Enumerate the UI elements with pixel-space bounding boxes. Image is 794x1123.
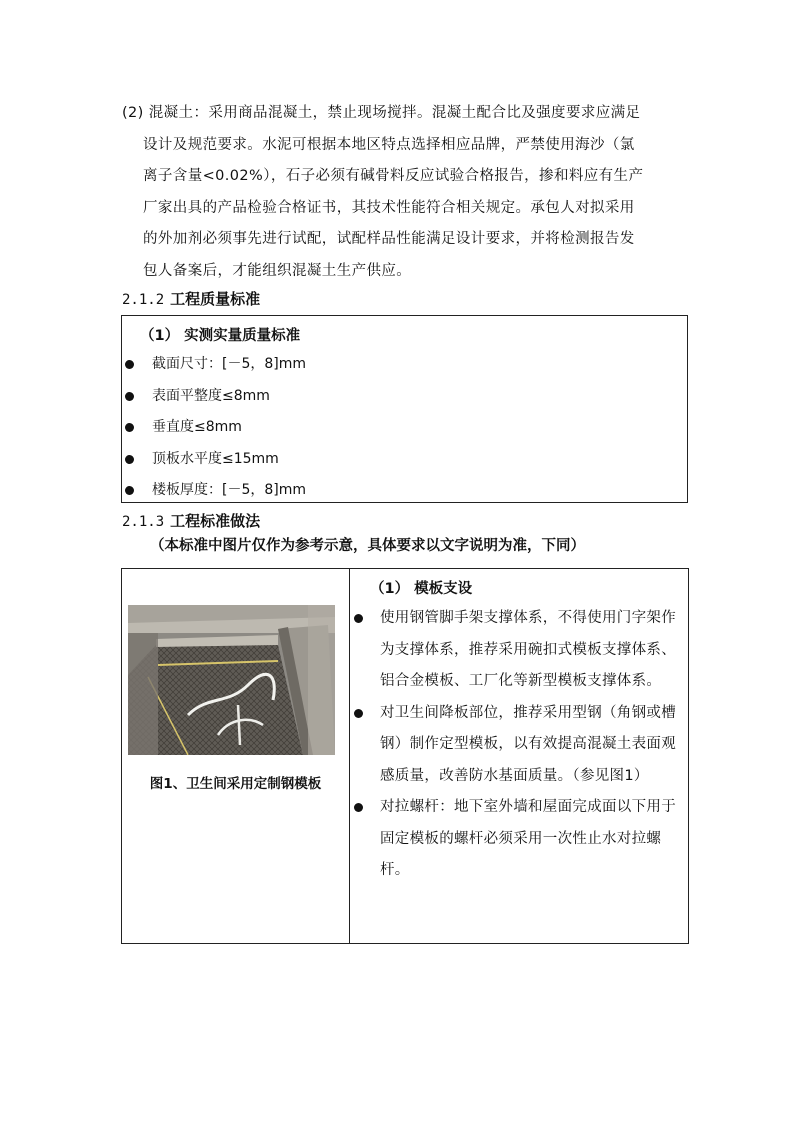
paragraph-line: 包人备案后，才能组织混凝土生产供应。 xyxy=(143,262,412,279)
photo-illustration xyxy=(128,605,335,755)
section-number: 2.1.2 xyxy=(122,292,165,308)
list-item-text: 对拉螺杆：地下室外墙和屋面完成面以下用于固定模板的螺杆必须采用一次性止水对拉螺杆。 xyxy=(380,799,676,878)
bullet-icon xyxy=(354,614,363,623)
quality-standard-box xyxy=(121,315,688,503)
formwork-list xyxy=(350,603,687,887)
list-item-text: 使用钢管脚手架支撑体系，不得使用门字架作为支撑体系，推荐采用碗扣式模板支撑体系、铝合金模板、工厂化等新型模板支撑体系。 xyxy=(380,610,676,689)
section-title: 工程质量标准 xyxy=(170,290,261,308)
bullet-icon xyxy=(125,486,134,495)
section-heading-standard-practice xyxy=(122,510,260,531)
bullet-icon xyxy=(354,709,363,718)
list-item xyxy=(350,698,687,793)
list-item xyxy=(122,349,687,381)
list-item xyxy=(350,603,687,698)
quality-list xyxy=(122,349,687,507)
reference-note: （本标准中图片仅作为参考示意，具体要求以文字说明为准，下同） xyxy=(150,538,585,554)
list-item-text: 垂直度≤8mm xyxy=(152,419,242,435)
list-item xyxy=(122,412,687,444)
photo-caption: 图1、卫生间采用定制钢模板 xyxy=(149,776,322,792)
list-item-text: 截面尺寸：[－5，8]mm xyxy=(152,356,307,372)
section-number: 2.1.3 xyxy=(122,514,165,530)
bathroom-formwork-photo xyxy=(128,605,335,755)
bullet-icon xyxy=(125,360,134,369)
list-item-text: 对卫生间降板部位，推荐采用型钢（角钢或槽钢）制作定型模板，以有效提高混凝土表面观感质量，改善防水基面质量。（参见图1） xyxy=(380,704,676,784)
quality-subheading: （1） 实测实量质量标准 xyxy=(140,328,301,344)
paragraph-line: (2) 混凝土：采用商品混凝土，禁止现场搅拌。混凝土配合比及强度要求应满足 xyxy=(122,105,641,121)
formwork-table xyxy=(121,568,689,944)
section-title: 工程标准做法 xyxy=(170,512,261,530)
section-heading-quality-standard xyxy=(122,288,260,309)
list-item-text: 楼板厚度：[－5，8]mm xyxy=(152,482,307,498)
list-item xyxy=(122,444,687,476)
list-item-text: 表面平整度≤8mm xyxy=(152,387,270,404)
bullet-icon xyxy=(354,803,363,812)
bullet-icon xyxy=(125,423,134,432)
list-item xyxy=(122,475,687,507)
list-item-text: 顶板水平度≤15mm xyxy=(152,450,279,467)
concrete-paragraph xyxy=(122,98,690,287)
bullet-icon xyxy=(125,392,134,401)
list-item xyxy=(350,792,687,887)
list-item xyxy=(122,381,687,413)
paragraph-line: 的外加剂必须事先进行试配，试配样品性能满足设计要求，并将检测报告发 xyxy=(143,231,635,247)
bullet-icon xyxy=(125,455,134,464)
formwork-subheading: （1） 模板支设 xyxy=(370,581,473,597)
paragraph-line: 离子含量<0.02%），石子必须有碱骨料反应试验合格报告，掺和料应有生产 xyxy=(143,168,644,184)
paragraph-line: 厂家出具的产品检验合格证书，其技术性能符合相关规定。承包人对拟采用 xyxy=(143,199,635,216)
paragraph-line: 设计及规范要求。水泥可根据本地区特点选择相应品牌，严禁使用海沙（氯 xyxy=(143,136,635,153)
